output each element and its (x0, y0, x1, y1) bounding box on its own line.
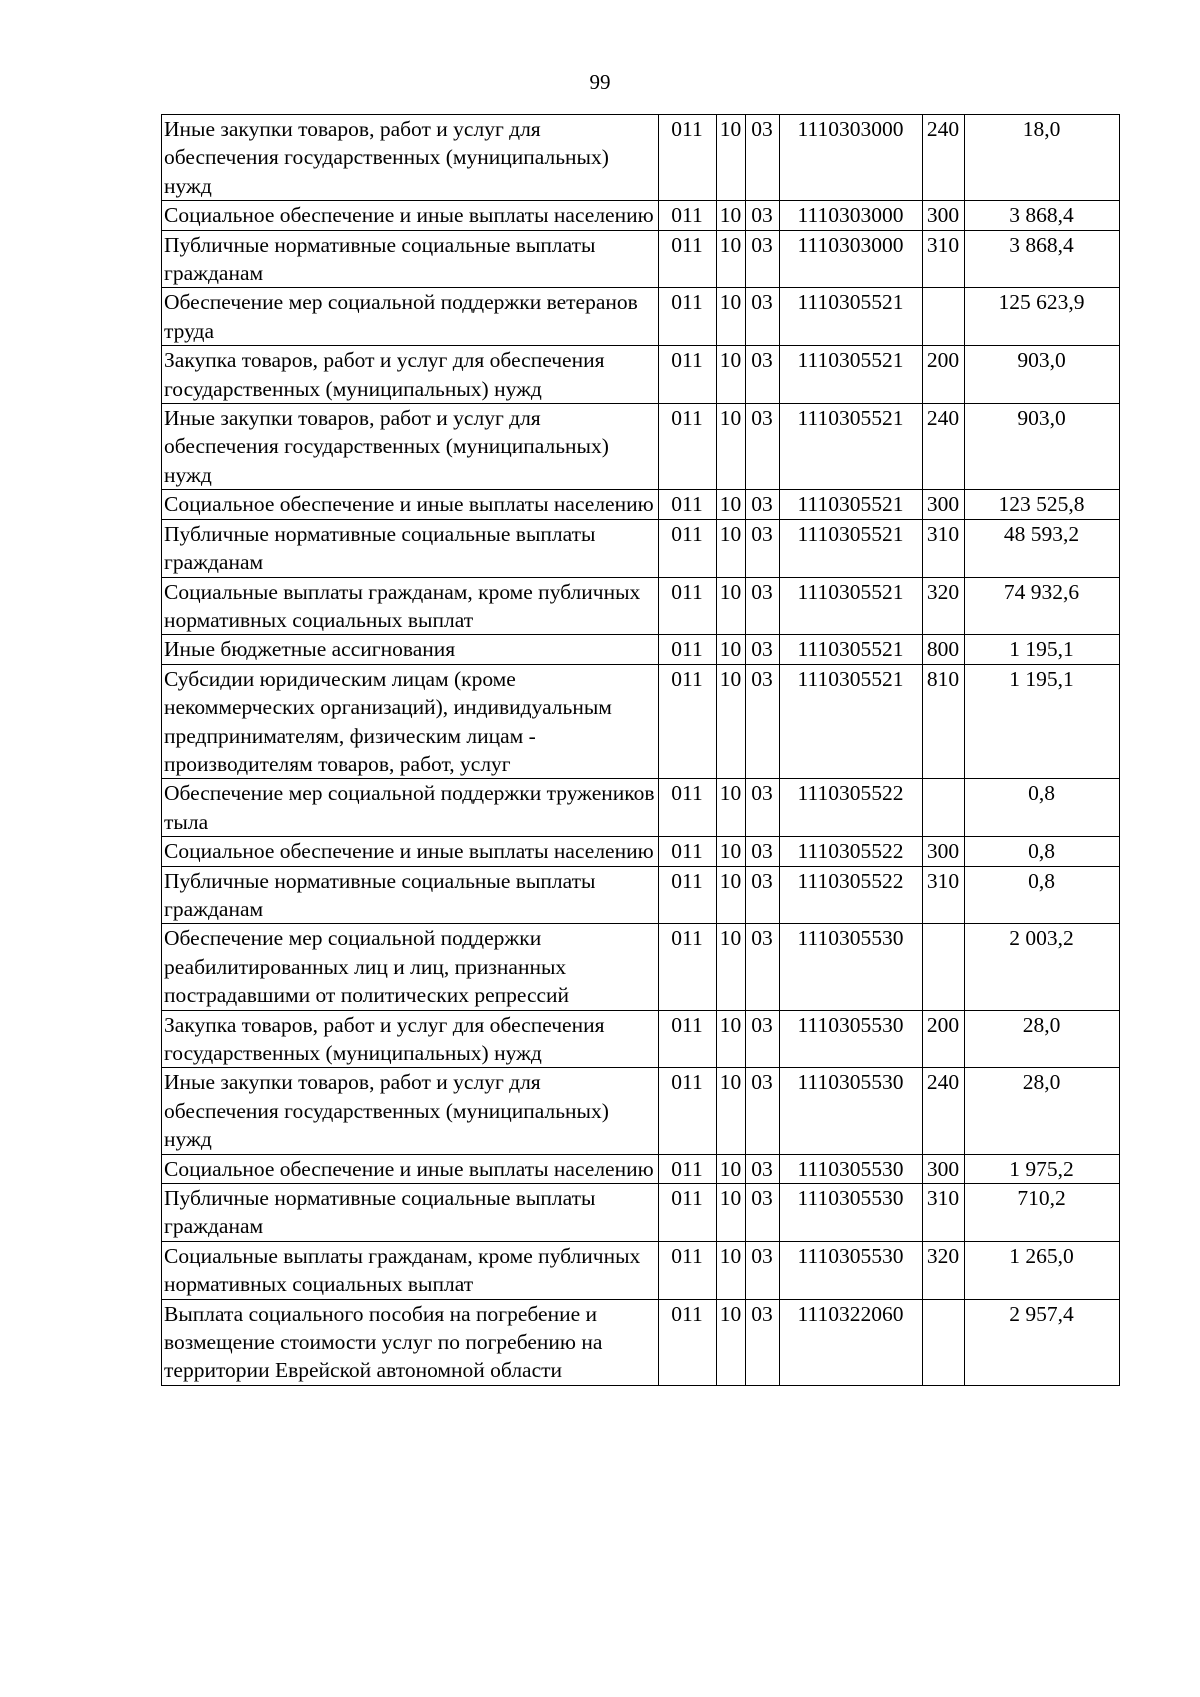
section-code-cell: 10 (717, 664, 746, 779)
ministry-code-cell: 011 (659, 115, 717, 201)
expense-name-cell: Социальное обеспечение и иные выплаты населению (162, 837, 659, 866)
section-code-cell: 10 (717, 635, 746, 664)
expense-type-cell: 310 (923, 866, 965, 924)
subsection-code-cell: 03 (746, 866, 780, 924)
ministry-code-cell: 011 (659, 924, 717, 1010)
budget-table (161, 114, 1120, 1386)
subsection-code-cell: 03 (746, 1241, 780, 1299)
table-row (162, 288, 1120, 346)
amount-cell: 3 868,4 (965, 230, 1120, 288)
target-article-cell: 1110305521 (780, 519, 923, 577)
expense-type-cell: 200 (923, 346, 965, 404)
target-article-cell: 1110305530 (780, 1154, 923, 1183)
ministry-code-cell: 011 (659, 1010, 717, 1068)
ministry-code-cell: 011 (659, 201, 717, 230)
section-code-cell: 10 (717, 404, 746, 490)
amount-cell: 48 593,2 (965, 519, 1120, 577)
expense-name-cell: Публичные нормативные социальные выплаты гражданам (162, 866, 659, 924)
table-row (162, 924, 1120, 1010)
amount-cell: 0,8 (965, 866, 1120, 924)
section-code-cell: 10 (717, 1184, 746, 1242)
target-article-cell: 1110305521 (780, 490, 923, 519)
table-row (162, 1068, 1120, 1154)
amount-cell: 125 623,9 (965, 288, 1120, 346)
expense-name-cell: Субсидии юридическим лицам (кроме некоммерческих организаций), индивидуальным предпринимателям, физическим лицам - производителям товаров, работ, услуг (162, 664, 659, 779)
target-article-cell: 1110305522 (780, 866, 923, 924)
section-code-cell: 10 (717, 346, 746, 404)
expense-type-cell: 240 (923, 1068, 965, 1154)
section-code-cell: 10 (717, 288, 746, 346)
target-article-cell: 1110305521 (780, 577, 923, 635)
amount-cell: 3 868,4 (965, 201, 1120, 230)
section-code-cell: 10 (717, 779, 746, 837)
ministry-code-cell: 011 (659, 1154, 717, 1183)
subsection-code-cell: 03 (746, 1068, 780, 1154)
subsection-code-cell: 03 (746, 837, 780, 866)
subsection-code-cell: 03 (746, 519, 780, 577)
budget-table-body (162, 115, 1120, 1386)
section-code-cell: 10 (717, 519, 746, 577)
ministry-code-cell: 011 (659, 1184, 717, 1242)
subsection-code-cell: 03 (746, 201, 780, 230)
amount-cell: 28,0 (965, 1068, 1120, 1154)
expense-type-cell: 310 (923, 1184, 965, 1242)
table-row (162, 201, 1120, 230)
expense-name-cell: Закупка товаров, работ и услуг для обеспечения государственных (муниципальных) нужд (162, 346, 659, 404)
expense-type-cell: 320 (923, 577, 965, 635)
expense-name-cell: Иные бюджетные ассигнования (162, 635, 659, 664)
target-article-cell: 1110305522 (780, 837, 923, 866)
table-row (162, 577, 1120, 635)
amount-cell: 710,2 (965, 1184, 1120, 1242)
table-row (162, 230, 1120, 288)
expense-name-cell: Обеспечение мер социальной поддержки ветеранов труда (162, 288, 659, 346)
subsection-code-cell: 03 (746, 404, 780, 490)
page-number: 99 (589, 70, 611, 94)
expense-type-cell: 200 (923, 1010, 965, 1068)
expense-type-cell (923, 924, 965, 1010)
expense-type-cell: 310 (923, 519, 965, 577)
expense-name-cell: Социальное обеспечение и иные выплаты населению (162, 490, 659, 519)
ministry-code-cell: 011 (659, 866, 717, 924)
target-article-cell: 1110305521 (780, 288, 923, 346)
target-article-cell: 1110305521 (780, 346, 923, 404)
expense-type-cell: 300 (923, 1154, 965, 1183)
expense-type-cell: 300 (923, 490, 965, 519)
section-code-cell: 10 (717, 1299, 746, 1385)
ministry-code-cell: 011 (659, 635, 717, 664)
amount-cell: 0,8 (965, 837, 1120, 866)
table-row (162, 404, 1120, 490)
table-row (162, 346, 1120, 404)
subsection-code-cell: 03 (746, 230, 780, 288)
expense-name-cell: Социальное обеспечение и иные выплаты населению (162, 201, 659, 230)
subsection-code-cell: 03 (746, 779, 780, 837)
ministry-code-cell: 011 (659, 1241, 717, 1299)
target-article-cell: 1110322060 (780, 1299, 923, 1385)
subsection-code-cell: 03 (746, 577, 780, 635)
ministry-code-cell: 011 (659, 1068, 717, 1154)
target-article-cell: 1110305530 (780, 924, 923, 1010)
table-row (162, 779, 1120, 837)
expense-type-cell (923, 1299, 965, 1385)
target-article-cell: 1110305530 (780, 1010, 923, 1068)
subsection-code-cell: 03 (746, 1184, 780, 1242)
target-article-cell: 1110303000 (780, 115, 923, 201)
table-row (162, 1154, 1120, 1183)
table-row (162, 1010, 1120, 1068)
subsection-code-cell: 03 (746, 346, 780, 404)
section-code-cell: 10 (717, 230, 746, 288)
section-code-cell: 10 (717, 866, 746, 924)
amount-cell: 1 975,2 (965, 1154, 1120, 1183)
amount-cell: 2 003,2 (965, 924, 1120, 1010)
expense-type-cell: 310 (923, 230, 965, 288)
amount-cell: 28,0 (965, 1010, 1120, 1068)
expense-type-cell (923, 288, 965, 346)
ministry-code-cell: 011 (659, 490, 717, 519)
target-article-cell: 1110305530 (780, 1184, 923, 1242)
ministry-code-cell: 011 (659, 230, 717, 288)
amount-cell: 1 195,1 (965, 635, 1120, 664)
expense-name-cell: Публичные нормативные социальные выплаты гражданам (162, 230, 659, 288)
amount-cell: 123 525,8 (965, 490, 1120, 519)
section-code-cell: 10 (717, 201, 746, 230)
target-article-cell: 1110303000 (780, 230, 923, 288)
amount-cell: 74 932,6 (965, 577, 1120, 635)
ministry-code-cell: 011 (659, 837, 717, 866)
table-row (162, 490, 1120, 519)
amount-cell: 0,8 (965, 779, 1120, 837)
subsection-code-cell: 03 (746, 1010, 780, 1068)
section-code-cell: 10 (717, 837, 746, 866)
ministry-code-cell: 011 (659, 1299, 717, 1385)
target-article-cell: 1110305530 (780, 1241, 923, 1299)
ministry-code-cell: 011 (659, 577, 717, 635)
expense-name-cell: Иные закупки товаров, работ и услуг для обеспечения государственных (муниципальных) нужд (162, 1068, 659, 1154)
expense-type-cell: 240 (923, 115, 965, 201)
expense-type-cell: 810 (923, 664, 965, 779)
subsection-code-cell: 03 (746, 115, 780, 201)
section-code-cell: 10 (717, 490, 746, 519)
table-row (162, 866, 1120, 924)
table-row (162, 664, 1120, 779)
expense-name-cell: Обеспечение мер социальной поддержки тружеников тыла (162, 779, 659, 837)
target-article-cell: 1110305522 (780, 779, 923, 837)
target-article-cell: 1110305521 (780, 635, 923, 664)
amount-cell: 903,0 (965, 346, 1120, 404)
ministry-code-cell: 011 (659, 664, 717, 779)
amount-cell: 1 195,1 (965, 664, 1120, 779)
section-code-cell: 10 (717, 1154, 746, 1183)
expense-name-cell: Публичные нормативные социальные выплаты гражданам (162, 519, 659, 577)
expense-name-cell: Публичные нормативные социальные выплаты гражданам (162, 1184, 659, 1242)
ministry-code-cell: 011 (659, 779, 717, 837)
ministry-code-cell: 011 (659, 288, 717, 346)
target-article-cell: 1110305521 (780, 664, 923, 779)
expense-type-cell: 800 (923, 635, 965, 664)
target-article-cell: 1110305530 (780, 1068, 923, 1154)
section-code-cell: 10 (717, 1068, 746, 1154)
table-row (162, 1241, 1120, 1299)
expense-name-cell: Закупка товаров, работ и услуг для обеспечения государственных (муниципальных) нужд (162, 1010, 659, 1068)
expense-name-cell: Социальные выплаты гражданам, кроме публичных нормативных социальных выплат (162, 1241, 659, 1299)
expense-name-cell: Обеспечение мер социальной поддержки реабилитированных лиц и лиц, признанных пострадавшими от политических репрессий (162, 924, 659, 1010)
subsection-code-cell: 03 (746, 1299, 780, 1385)
ministry-code-cell: 011 (659, 404, 717, 490)
expense-name-cell: Иные закупки товаров, работ и услуг для обеспечения государственных (муниципальных) нужд (162, 115, 659, 201)
table-row (162, 635, 1120, 664)
section-code-cell: 10 (717, 115, 746, 201)
table-row (162, 837, 1120, 866)
section-code-cell: 10 (717, 577, 746, 635)
amount-cell: 903,0 (965, 404, 1120, 490)
section-code-cell: 10 (717, 1010, 746, 1068)
subsection-code-cell: 03 (746, 490, 780, 519)
section-code-cell: 10 (717, 924, 746, 1010)
expense-type-cell: 300 (923, 201, 965, 230)
expense-name-cell: Социальные выплаты гражданам, кроме публичных нормативных социальных выплат (162, 577, 659, 635)
section-code-cell: 10 (717, 1241, 746, 1299)
table-row (162, 1184, 1120, 1242)
amount-cell: 1 265,0 (965, 1241, 1120, 1299)
subsection-code-cell: 03 (746, 1154, 780, 1183)
expense-name-cell: Иные закупки товаров, работ и услуг для обеспечения государственных (муниципальных) нужд (162, 404, 659, 490)
table-row (162, 115, 1120, 201)
ministry-code-cell: 011 (659, 346, 717, 404)
expense-name-cell: Социальное обеспечение и иные выплаты населению (162, 1154, 659, 1183)
table-row (162, 1299, 1120, 1385)
target-article-cell: 1110303000 (780, 201, 923, 230)
ministry-code-cell: 011 (659, 519, 717, 577)
expense-type-cell (923, 779, 965, 837)
expense-type-cell: 320 (923, 1241, 965, 1299)
subsection-code-cell: 03 (746, 664, 780, 779)
amount-cell: 2 957,4 (965, 1299, 1120, 1385)
expense-name-cell: Выплата социального пособия на погребение и возмещение стоимости услуг по погребению на территории Еврейской автономной области (162, 1299, 659, 1385)
table-row (162, 519, 1120, 577)
expense-type-cell: 240 (923, 404, 965, 490)
expense-type-cell: 300 (923, 837, 965, 866)
subsection-code-cell: 03 (746, 924, 780, 1010)
subsection-code-cell: 03 (746, 288, 780, 346)
amount-cell: 18,0 (965, 115, 1120, 201)
target-article-cell: 1110305521 (780, 404, 923, 490)
subsection-code-cell: 03 (746, 635, 780, 664)
